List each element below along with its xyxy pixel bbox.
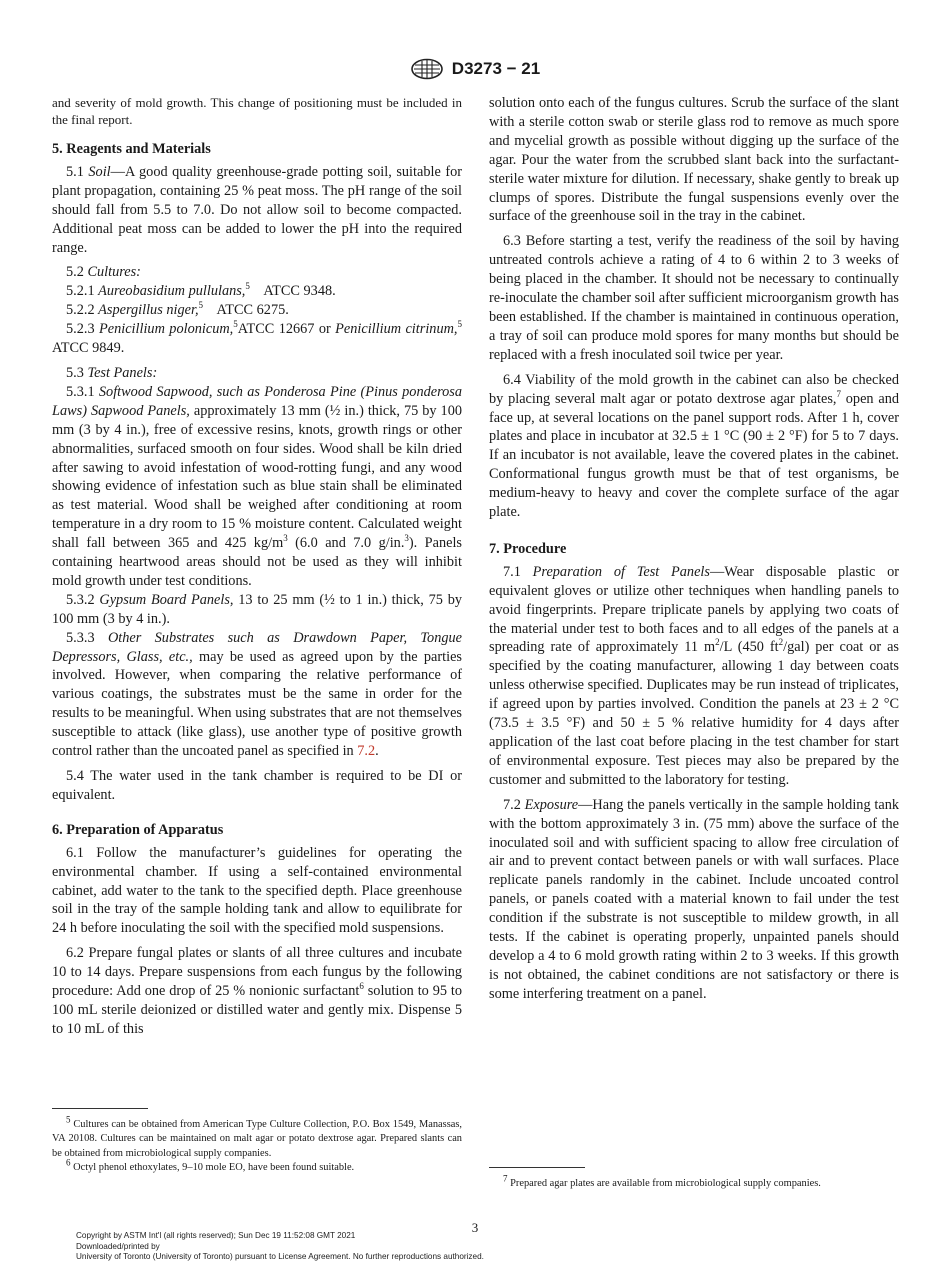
copyright-line: University of Toronto (University of Toronto) pursuant to License Agreement. No further reproductions authorized.	[76, 1252, 484, 1262]
astm-logo-icon	[410, 58, 444, 80]
copyright-line: Copyright by ASTM Int'l (all rights reserved); Sun Dec 19 11:52:08 GMT 2021	[76, 1231, 356, 1240]
footnote-ref: 5	[245, 281, 250, 292]
page-header	[0, 58, 950, 80]
footnote-ref: 6	[359, 981, 364, 992]
section-7-heading: 7. Procedure	[489, 540, 567, 557]
paragraph-5-3-3: 5.3.3 Other Substrates such as Drawdown Paper, Tongue Depressors, Glass, etc., may be used as agreed upon by the parties involved. However, when comparing the relative performance of various coatings, the substrates must be the same in order for the results to be meaningful. When using substrates that are not themselves susceptible to attack (like glass), use another type of positive growth control rather than the uncoated panel as specified in 7.2.	[52, 629, 462, 760]
paragraph-5-2: 5.2 Cultures:	[66, 264, 141, 281]
left-column	[52, 94, 462, 1039]
section-6-heading: 6. Preparation of Apparatus	[52, 821, 224, 838]
page-number: 3	[471, 1220, 479, 1235]
paragraph-7-1: 7.1 Preparation of Test Panels—Wear disposable plastic or equivalent gloves or utilize other techniques when handling panels to avoid fingerprints. Prepare triplicate panels by applying two coats of the material under test to both faces and to all edges of the panels at a spreading rate of approximately 11 $m^2/L$ (450 $ft^2/gal$) per coat or as specified by the coating manufacturer, allowing 1 day between coats unless otherwise specified. Duplicates may be run instead of triplicates, if agreed upon by parties involved. Condition the panels at 23 ± 2 °C (73.5 ± 3.5 °F) and 50 ± 5 % relative humidity for 4 days after application of the last coat before placing in the test chamber for start of environmental exposure. Test pieces may also be prepared by the customer and submitted to the laboratory for testing.	[489, 563, 899, 788]
paragraph-6-2: 6.2 Prepare fungal plates or slants of all three cultures and incubate 10 to 14 days. Prepare suspensions from each fungus by the following procedure: Add one drop of 25 % nonionic surfactant$^6$ solution to 95 to 100 mL sterile deionized or distilled water and gently mix. Dispense 5 to 10 mL of this	[52, 945, 462, 1037]
paragraph-5-4: 5.4 The water used in the tank chamber is required to be DI or equivalent.	[52, 768, 462, 803]
paragraph-5-3: 5.3 Test Panels:	[66, 364, 158, 381]
paragraph-6-2-continued: solution onto each of the fungus cultures. Scrub the surface of the slant with a sterile cotton swab or sterile glass rod to remove as much spore and mycelial growth as possible without digging up the surface of the agar. Pour the water from the scrubbed slant back into the surfactant-sterile water mixture for dilution. If necessary, shake gently to break up clumps of spores. Distribute the fungal suspensions evenly over the surface of the greenhouse soil in the tray in the cabinet.	[489, 95, 899, 225]
paragraph-6-4: 6.4 Viability of the mold growth in the cabinet can also be checked by placing several malt agar or potato dextrose agar plates,$^7$ open and face up, at several locations on the panel support rods. After 1 h, cover plates and place in incubator at 32.5 ± 1 °C (90 ± 2 °F) for 5 to 7 days. If an incubator is not available, leave the covered plates in the cabinet. Conformational fungus growth must be that of test organisms, be medium-heavy to heavy and cover the complete surface of the agar plate.	[489, 371, 899, 521]
paragraph-5-1: 5.1 Soil—A good quality greenhouse-grade potting soil, suitable for plant propagation, containing 25 % peat moss. The pH range of the soil should fall from 5.5 to 7.0. Do not allow soil to become compacted. Additional peat moss can be added to lower the pH into the required range.	[52, 163, 462, 256]
copyright-notice	[76, 1231, 484, 1263]
footnote-divider	[489, 1167, 585, 1168]
paragraph-7-2: 7.2 Exposure—Hang the panels vertically in the sample holding tank with the bottom approximately 3 in. (75 mm) above the surface of the inoculated soil and with sufficient spacing to allow free circulation of air and to prevent contact between panels or with wall surfaces. Place replicate panels randomly in the cabinet. Include uncoated control panels, or panels coated with a material known to fail under the test condition if the substrate is not susceptible to mildew growth, in all tests. If the cabinet is operating properly, unpainted panels should develop a 4 to 6 mold growth rating within 2 to 3 weeks. If this growth is not obtained, the cabinet conditions are not satisfactory or there is some interfering treatment on a panel.	[489, 796, 899, 1002]
section-7-2-link[interactable]: 7.2	[357, 743, 376, 760]
copyright-line: Downloaded/printed by	[76, 1241, 160, 1251]
paragraph-6-3: 6.3 Before starting a test, verify the readiness of the soil by having untreated controls achieve a rating of 4 to 6 within 2 to 3 weeks of being placed in the chamber. It should not be necessary to continually re-inoculate the chamber soil after sufficient microorganism growth has been established. If the chamber is maintained in continuous operation, a tray of soil can produce mold spores for many months but should be replaced with a fresh inoculated soil twice per year.	[489, 233, 899, 363]
standard-designation: D3273 − 21	[451, 59, 541, 78]
footnote-7: $^7$ Prepared agar plates are available from microbiological supply companies.	[503, 1173, 821, 1189]
paragraph-5-2-1: 5.2.1 Aureobasidium pullulans,$^5$ ATCC 9348.	[66, 281, 336, 300]
footnote-ref: 5	[233, 319, 238, 330]
section-5-heading: 5. Reagents and Materials	[52, 141, 211, 157]
footnotes-left	[52, 1114, 462, 1176]
paragraph-6-1: 6.1 Follow the manufacturer’s guidelines for operating the environmental chamber. If using a self-contained environmental cabinet, add water to the tank to the specified depth. Place greenhouse soil in the tray of the sample holding tank and allow to equilibrate for 24 h before inoculating the soil with the specified mold suspensions.	[52, 844, 462, 937]
paragraph-5-2-3: 5.2.3 Penicillium polonicum,$^5$ATCC 12667 or Penicillium citrinum,$^5$ ATCC 9849.	[52, 319, 462, 357]
paragraph-5-3-1: 5.3.1 Softwood Sapwood, such as Ponderosa Pine (Pinus ponderosa Laws) Sapwood Panels, approximately 13 mm (½ in.) thick, 75 by 100 mm (3 by 4 in.), free of excessive resins, knots, growth rings or other abnormalities, surfaced smooth on four sides. Wood shall be kiln dried after sawing to avoid infestation of wood-rotting fungi, and any wood showing evidence of infestation such as blue stain shall be eliminated as test material. Wood shall be weighed after conditioning at room temperature in a dry room to 15 % moisture content. Calculated weight shall fall between 365 and 425 $kg/m^3$ (6.0 and 7.0 g/in.$^3$). Panels containing heartwood areas should not be used as they will inhibit mold growth under test conditions.	[52, 383, 462, 589]
footnote-ref: 7	[836, 388, 841, 399]
paragraph-5-3-2: 5.3.2 Gypsum Board Panels, 13 to 25 mm (½ to 1 in.) thick, 75 by 100 mm (3 by 4 in.).	[52, 591, 462, 627]
paragraph-5-2-2: 5.2.2 Aspergillus niger,$^5$ ATCC 6275.	[66, 300, 289, 319]
footnotes-right	[489, 1173, 899, 1191]
footnote-6: $^6$ Octyl phenol ethoxylates, 9–10 mole EO, have been found suitable.	[66, 1157, 355, 1174]
paragraph-continued: and severity of mold growth. This change of positioning must be included in the final report.	[52, 95, 462, 127]
right-column	[489, 94, 899, 1004]
footnote-ref: 5	[198, 300, 204, 311]
footnote-ref: 5	[457, 319, 462, 330]
footnote-divider	[52, 1108, 148, 1109]
footnote-5: $^5$ Cultures can be obtained from American Type Culture Collection, P.O. Box 1549, Manassas, VA 20108. Cultures can be maintained on malt agar or potato dextrose agar. Prepared slants can be obtained from microbiological supply companies.	[52, 1114, 462, 1159]
